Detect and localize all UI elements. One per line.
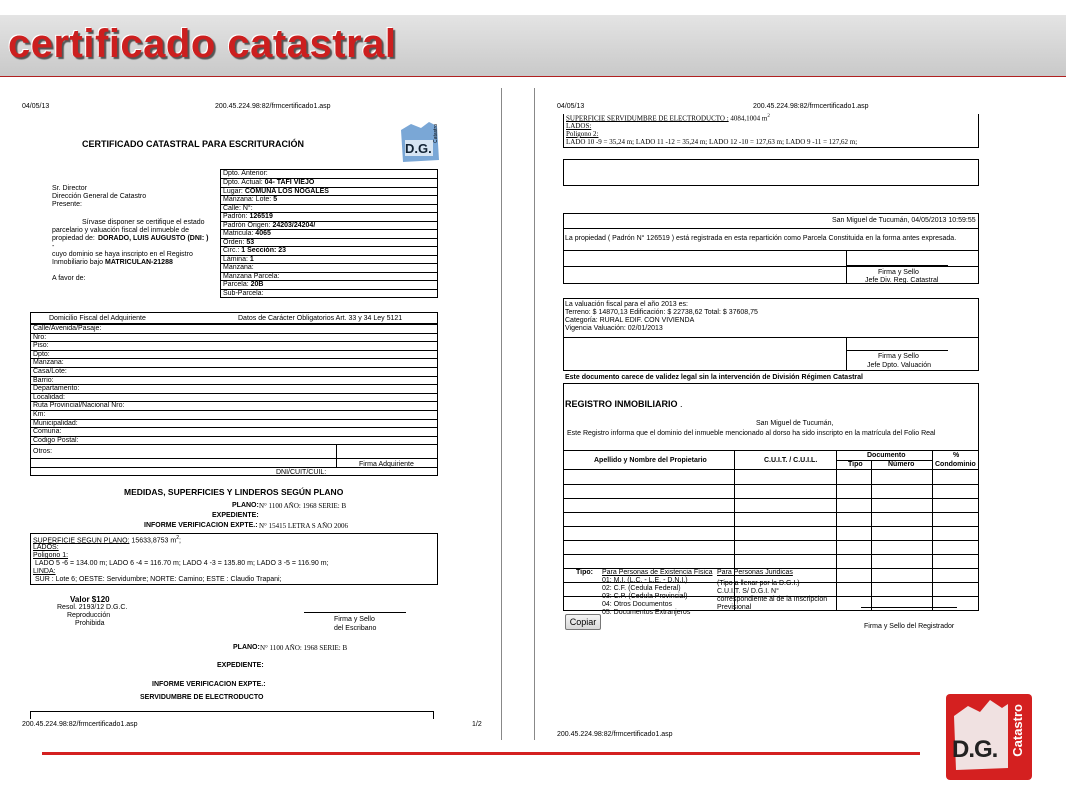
page1-number: 1/2 [472, 721, 482, 728]
fisica-item: 05: Documentos Extranjeros [602, 609, 691, 616]
domicilio-row: Codigo Postal: [31, 437, 437, 446]
page2-date: 04/05/13 [557, 103, 585, 110]
col-pct: % [953, 452, 960, 459]
juridica-item: (Tipo a llenar por la D.G.I.) [717, 580, 800, 587]
addressee-line: Sr. Director [52, 185, 88, 192]
valuacion-line: Categoría: RURAL EDIF. CON VIVIENDA [565, 317, 695, 324]
request-line: Sírvase disponer se certifique el estado [82, 219, 205, 226]
col-cuit: C.U.I.T. / C.U.I.L. [764, 457, 818, 464]
domicilio-header: Domicilio Fiscal del Adquiriente [49, 315, 146, 322]
valuacion-line: Vigencia Valuación: 02/01/2013 [565, 325, 663, 332]
informe2-label: INFORME VERIFICACION EXPTE.: [152, 681, 266, 688]
addressee-line: Presente: [52, 201, 82, 208]
validez-line: Este documento carece de validez legal sin la intervención de División Régimen Catastral [565, 374, 863, 381]
fisica-item: 01: M.I. (L.C. - L.E. - D.N.I.) [602, 577, 688, 584]
parcel-data-box: Dpto. Anterior: Dpto. Actual: 04- TAFI VIEJO Lugar: COMUNA LOS NOGALES Manzana: Lote: 5 Calle: N°: Padrón: 126519 Padrón Origen: 24203/24204/ Matricula: 4065 Orden: 53 Circ.: 1 Sección: 23 Lámina: 1 Manzana: Manzana Parcela: Parcela: 20B Sub-Parcela: [220, 169, 438, 298]
juridica-item: correspondiente al de la Inscripcion [717, 596, 828, 603]
domicilio-row: Localidad: [31, 394, 437, 403]
firma-escribano: del Escribano [334, 625, 377, 632]
col-documento: Documento [867, 452, 906, 459]
linda-label: LINDA: [33, 568, 56, 575]
juridica-title: Para Personas Juridicas [717, 569, 793, 576]
superficie-value: 15633,8753 m [131, 537, 177, 545]
dni-label: DNI/CUIT/CUIL: [276, 468, 327, 476]
plano2-value: N° 1100 AÑO: 1968 SERIE: B [260, 644, 348, 652]
registro-box: REGISTRO INMOBILIARIO . San Miguel de Tucumán, Este Registro informa que el dominio del inmueble mencionado al dorso ha sido inscripto en la matrícula del Folio Real [563, 383, 979, 611]
informe-value: N° 15415 LETRA S AÑO 2006 [259, 522, 348, 530]
dg-logo-small-side: Catastro [433, 124, 439, 143]
domicilio-row: Municipalidad: [31, 420, 437, 429]
registro-place: San Miguel de Tucumán, [756, 420, 834, 427]
fisica-item: 02: C.F. (Cedula Federal) [602, 585, 681, 592]
copiar-button[interactable]: Copiar [565, 614, 601, 630]
col-tipo: Tipo [848, 461, 863, 468]
page2-footer-url: 200.45.224.98:82/frmcertificado1.asp [557, 731, 673, 738]
footer-accent-line [42, 752, 920, 755]
dg-logo-small-text: D.G. [405, 141, 432, 156]
valuacion-line: La valuación fiscal para el año 2013 es: [565, 301, 688, 308]
fisica-title: Para Personas de Existencia Física [602, 569, 713, 576]
medidas-title: MEDIDAS, SUPERFICIES Y LINDEROS SEGÚN PLANO [124, 487, 344, 497]
domicilio-row: Casa/Lote: [31, 368, 437, 377]
valor-label: Valor $120 [70, 595, 110, 604]
linda-line: SUR : Lote 6; OESTE: Servidumbre; NORTE: Camino; ESTE : Claudio Trapani; [35, 576, 282, 583]
plano-label: PLANO: [232, 502, 259, 509]
page1-date: 04/05/13 [22, 103, 50, 110]
tipo-label: Tipo: [576, 569, 593, 576]
addressee-line: Dirección General de Catastro [52, 193, 147, 200]
col-condominio: Condominio [935, 461, 976, 468]
expediente2-label: EXPEDIENTE: [217, 662, 264, 669]
firma-valuacion: Firma y Sello [878, 353, 919, 360]
request-line: propiedad de: [52, 235, 95, 242]
matricula-label: MATRICULA: [105, 259, 149, 266]
expediente-label: EXPEDIENTE: [212, 512, 259, 519]
domicilio-box [30, 312, 438, 476]
domicilio-row: Km: [31, 411, 437, 420]
superficie-box: SUPERFICIE SEGUN PLANO: 15633,8753 $m^2$; LADOS: Poligono 1: LADO 5 -6 = 134.00 m; LADO 6 -4 = 116.70 m; LADO 4 -3 = 135.80 m; LADO 3 -5 = 116.90 m; LINDA: SUR : Lote 6; OESTE: Servidumbre; NORTE: Camino; ESTE : Claudio Trapani; [30, 533, 438, 585]
domicilio-row: Departamento: [31, 385, 437, 394]
logo-side-text: Catastro [1010, 704, 1025, 757]
juridica-item: Previsional [717, 604, 752, 611]
plano-value: N° 1100 AÑO: 1968 SERIE: B [259, 502, 347, 510]
domicilio-row: Calle/Avenida/Pasaje: [31, 325, 437, 334]
page1-footer-url: 200.45.224.98:82/frmcertificado1.asp [22, 721, 138, 728]
page2-url: 200.45.224.98:82/frmcertificado1.asp [753, 103, 869, 110]
certificate-title: CERTIFICADO CATASTRAL PARA ESCRITURACIÓN [82, 139, 304, 149]
lados-label: LADOS: [33, 544, 59, 551]
col-apellido: Apellido y Nombre del Propietario [594, 457, 707, 464]
firma-registrador: Firma y Sello del Registrador [864, 623, 955, 630]
domicilio-row: Barrio: [31, 377, 437, 386]
servidumbre-sup-value: 4084,1004 m [730, 114, 768, 123]
otros-row: Otros: [31, 445, 437, 459]
matricula-value: N-21288 [146, 259, 173, 266]
dg-catastro-logo [946, 694, 1032, 780]
plano2-label: PLANO: [233, 644, 260, 651]
firma-escribano: Firma y Sello [334, 616, 375, 623]
firma-catastral: Jefe Div. Reg. Catastral [865, 277, 939, 284]
favor-label: A favor de: [52, 275, 86, 282]
place-date: San Miguel de Tucumán, 04/05/2013 10:59:55 [832, 217, 976, 224]
informe-label: INFORME VERIFICACION EXPTE.: [144, 522, 258, 529]
domicilio-row: Piso: [31, 342, 437, 351]
superficie-label: SUPERFICIE SEGUN PLANO: [33, 537, 130, 545]
registro-title: REGISTRO INMOBILIARIO [565, 399, 678, 409]
servidumbre-sup-label: SUPERFICIE SERVIDUMBRE DE ELECTRODUCTO : [566, 114, 729, 123]
owner-name: DORADO, LUIS AUGUSTO (DNI: ) [98, 235, 209, 242]
domicilio-row: Manzana: [31, 359, 437, 368]
lados-line: LADO 5 -6 = 134.00 m; LADO 6 -4 = 116.70 m; LADO 4 -3 = 135.80 m; LADO 3 -5 = 116.90 m; [35, 560, 329, 567]
page1-url: 200.45.224.98:82/frmcertificado1.asp [215, 103, 331, 110]
domain-line: Inmobiliario bajo [52, 259, 103, 266]
domicilio-row: Ruta Provincial/Nacional Nro: [31, 402, 437, 411]
resol-line: Prohibida [75, 620, 105, 627]
firma-adquiriente: Firma Adquiriente [359, 461, 414, 468]
fisica-item: 04: Otros Documentos [602, 601, 673, 608]
domicilio-row: Dpto: [31, 351, 437, 360]
firma-catastral: Firma y Sello [878, 269, 919, 276]
request-dash: - [52, 243, 55, 250]
empty-box [563, 159, 979, 186]
juridica-item: C.U.I.T. S/ D.G.I. N° [717, 588, 779, 595]
page2-lados-label: LADOS: [566, 122, 592, 130]
poligono-label: Poligono 1: [33, 552, 69, 559]
certificate-page-1 [0, 88, 502, 740]
valuacion-line: Terreno: $ 14870,13 Edificación: $ 22738,62 Total: $ 37608,75 [565, 309, 758, 316]
propiedad-line: La propiedad ( Padrón N° 126519 ) está registrada en esta repartición como Parcela Constituida en la forma antes expresada. [565, 235, 957, 242]
page2-poligono-label: Poligono 2: [566, 130, 599, 138]
servidumbre-label: SERVIDUMBRE DE ELECTRODUCTO [140, 694, 264, 701]
slide-title: certificado catastral [8, 22, 397, 66]
resol-line: Reproducción [67, 612, 111, 619]
fisica-item: 03: C.P. (Cedula Provincial) [602, 593, 688, 600]
col-numero: Número [888, 461, 915, 468]
domicilio-row: Comuna: [31, 428, 437, 437]
datos-header: Datos de Carácter Obligatorios Art. 33 y 34 Ley 5121 [238, 315, 403, 322]
registro-line: Este Registro informa que el dominio del inmueble mencionado al dorso ha sido inscripto en la matrícula del Folio Real [567, 430, 936, 437]
certificate-page-2 [534, 88, 1044, 740]
domicilio-row: Nro: [31, 334, 437, 343]
propiedad-box [563, 213, 979, 284]
resol-line: Resol. 2193/12 D.G.C. [57, 604, 128, 611]
request-line: parcelario y valuación fiscal del inmueble de [52, 227, 189, 234]
servidumbre-box: SUPERFICIE SERVIDUMBRE DE ELECTRODUCTO : 4084,1004 $m^2$ LADOS: Poligono 2: LADO 10 -9 = 35,24 m; LADO 11 -12 = 35,24 m; LADO 12 -10 = 127,63 m; LADO 9 -11 = 127,62 m; [563, 114, 979, 148]
firma-valuacion: Jefe Dpto. Valuación [867, 362, 932, 369]
valuacion-box [563, 298, 979, 371]
page2-lados-line: LADO 10 -9 = 35,24 m; LADO 11 -12 = 35,24 m; LADO 12 -10 = 127,63 m; LADO 9 -11 = 127,62 m; [566, 138, 858, 146]
logo-letters: D.G. [952, 736, 998, 763]
domain-line: cuyo dominio se haya inscripto en el Registro [52, 251, 193, 258]
